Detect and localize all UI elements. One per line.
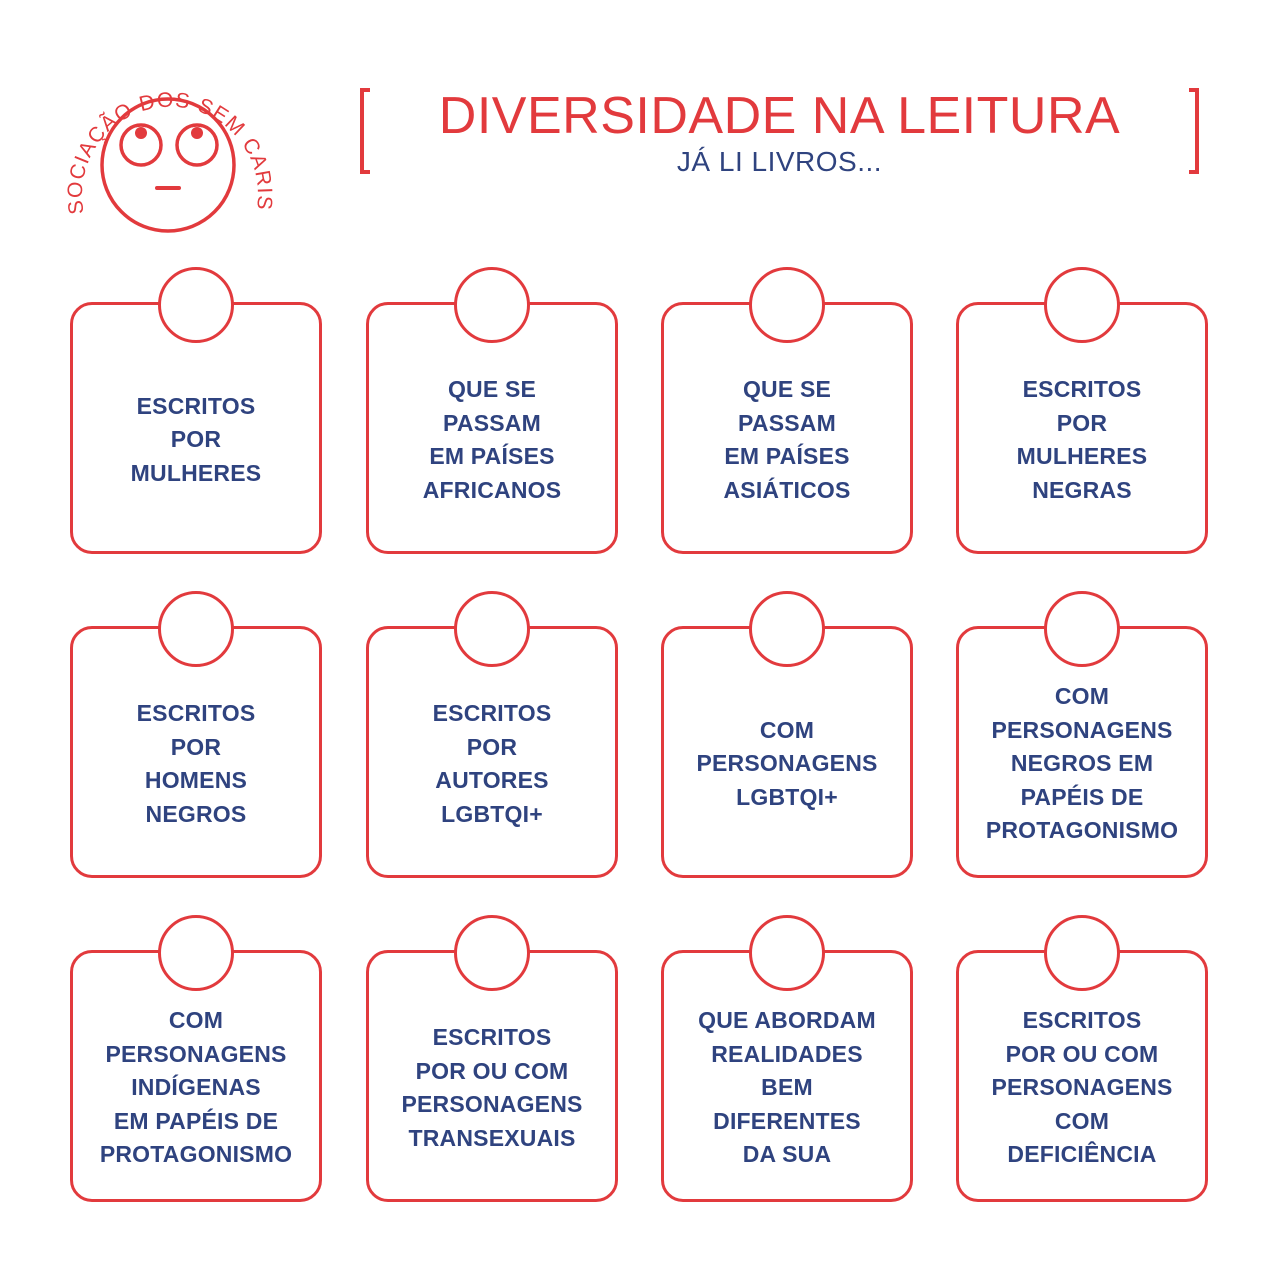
checklist-card: [956, 950, 1208, 1202]
card-label: QUE SE PASSAM EM PAÍSES AFRICANOS: [422, 376, 562, 503]
checklist-card: [956, 626, 1208, 878]
checkbox-circle[interactable]: [454, 267, 530, 343]
checklist-card: [70, 950, 322, 1202]
checklist-card: [366, 950, 618, 1202]
checklist-card: [366, 302, 618, 554]
page-title: DIVERSIDADE NA LEITURA: [438, 87, 1121, 145]
checklist-card: [956, 302, 1208, 554]
card-label: ESCRITOS POR AUTORES LGBTQI+: [432, 700, 552, 827]
checkbox-circle[interactable]: [158, 915, 234, 991]
card-label: ESCRITOS POR MULHERES NEGRAS: [1016, 376, 1148, 503]
checkbox-circle[interactable]: [1044, 915, 1120, 991]
checkbox-circle[interactable]: [1044, 591, 1120, 667]
checkbox-circle[interactable]: [749, 591, 825, 667]
card-label: COM PERSONAGENS LGBTQI+: [696, 716, 878, 810]
checklist-card: [661, 950, 913, 1202]
checklist-card: [70, 302, 322, 554]
checkbox-circle[interactable]: [454, 591, 530, 667]
card-label: COM PERSONAGENS INDÍGENAS EM PAPÉIS DE PROTAGONISMO: [99, 1007, 293, 1168]
checkbox-circle[interactable]: [1044, 267, 1120, 343]
card-label: COM PERSONAGENS NEGROS EM PAPÉIS DE PROTAGONISMO: [985, 683, 1179, 844]
card-label: ESCRITOS POR OU COM PERSONAGENS TRANSEXUAIS: [401, 1024, 583, 1151]
checklist-card: [661, 626, 913, 878]
checklist-card: [366, 626, 618, 878]
checklist-card: [70, 626, 322, 878]
card-label: ESCRITOS POR OU COM PERSONAGENS COM DEFICIÊNCIA: [991, 1007, 1173, 1168]
checkbox-circle[interactable]: [158, 267, 234, 343]
card-label: QUE SE PASSAM EM PAÍSES ASIÁTICOS: [723, 376, 851, 503]
card-label: ESCRITOS POR HOMENS NEGROS: [136, 700, 256, 827]
checkbox-circle[interactable]: [749, 267, 825, 343]
checkbox-circle[interactable]: [749, 915, 825, 991]
card-label: QUE ABORDAM REALIDADES BEM DIFERENTES DA SUA: [698, 1007, 876, 1168]
card-label: ESCRITOS POR MULHERES: [130, 392, 262, 486]
logo-circular-text: SOCIAÇÃO DOS SEM CARIS: [63, 88, 277, 216]
checkbox-circle[interactable]: [454, 915, 530, 991]
checklist-card: [661, 302, 913, 554]
checkbox-circle[interactable]: [158, 591, 234, 667]
page-subtitle: JÁ LI LIVROS...: [676, 146, 883, 177]
